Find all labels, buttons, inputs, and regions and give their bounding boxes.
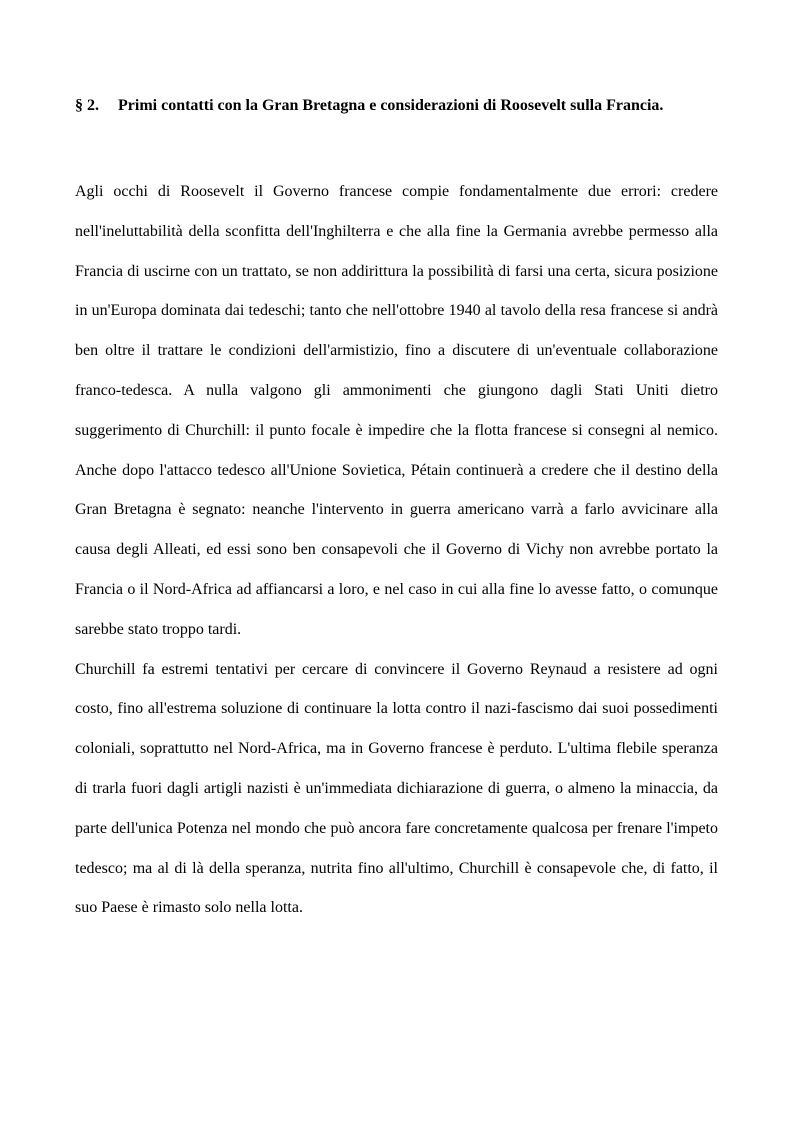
paragraph-1: Agli occhi di Roosevelt il Governo francese compie fondamentalmente due errori: credere nell'ineluttabilità della sconfitta dell'Inghilterra e che alla fine la Germania avrebbe permesso alla Francia di uscirne con un trattato, se non addirittura la possibilità di farsi una certa, sicura posizione in un'Europa dominata dai tedeschi; tanto che nell'ottobre 1940 al tavolo della resa francese si andrà ben oltre il trattare le condizioni dell'armistizio, fino a discutere di un'eventuale collaborazione franco-tedesca. A nulla valgono gli ammonimenti che giungono dagli Stati Uniti dietro suggerimento di Churchill: il punto focale è impedire che la flotta francese si consegni al nemico. Anche dopo l'attacco tedesco all'Unione Sovietica, Pétain continuerà a credere che il destino della Gran Bretagna è segnato: neanche l'intervento in guerra americano varrà a farlo avvicinare alla causa degli Alleati, ed essi sono ben consapevoli che il Governo di Vichy non avrebbe portato la Francia o il Nord-Africa ad affiancarsi a loro, e nel caso in cui alla fine lo avesse fatto, o comunque sarebbe stato troppo tardi. xyxy=(75,183,718,638)
body-text xyxy=(75,172,718,928)
paragraph-2: Churchill fa estremi tentativi per cercare di convincere il Governo Reynaud a resistere ad ogni costo, fino all'estrema soluzione di continuare la lotta contro il nazi-fascismo dai suoi possedimenti coloniali, soprattutto nel Nord-Africa, ma in Governo francese è perduto. L'ultima flebile speranza di trarla fuori dagli artigli nazisti è un'immediata dichiarazione di guerra, o almeno la minaccia, da parte dell'unica Potenza nel mondo che può ancora fare concretamente qualcosa per frenare l'impeto tedesco; ma al di là della speranza, nutrita fino all'ultimo, Churchill è consapevole che, di fatto, il suo Paese è rimasto solo nella lotta. xyxy=(75,660,718,917)
section-number: § 2. xyxy=(75,97,99,114)
section-heading xyxy=(75,94,735,118)
section-title: Primi contatti con la Gran Bretagna e considerazioni di Roosevelt sulla Francia. xyxy=(118,97,664,114)
